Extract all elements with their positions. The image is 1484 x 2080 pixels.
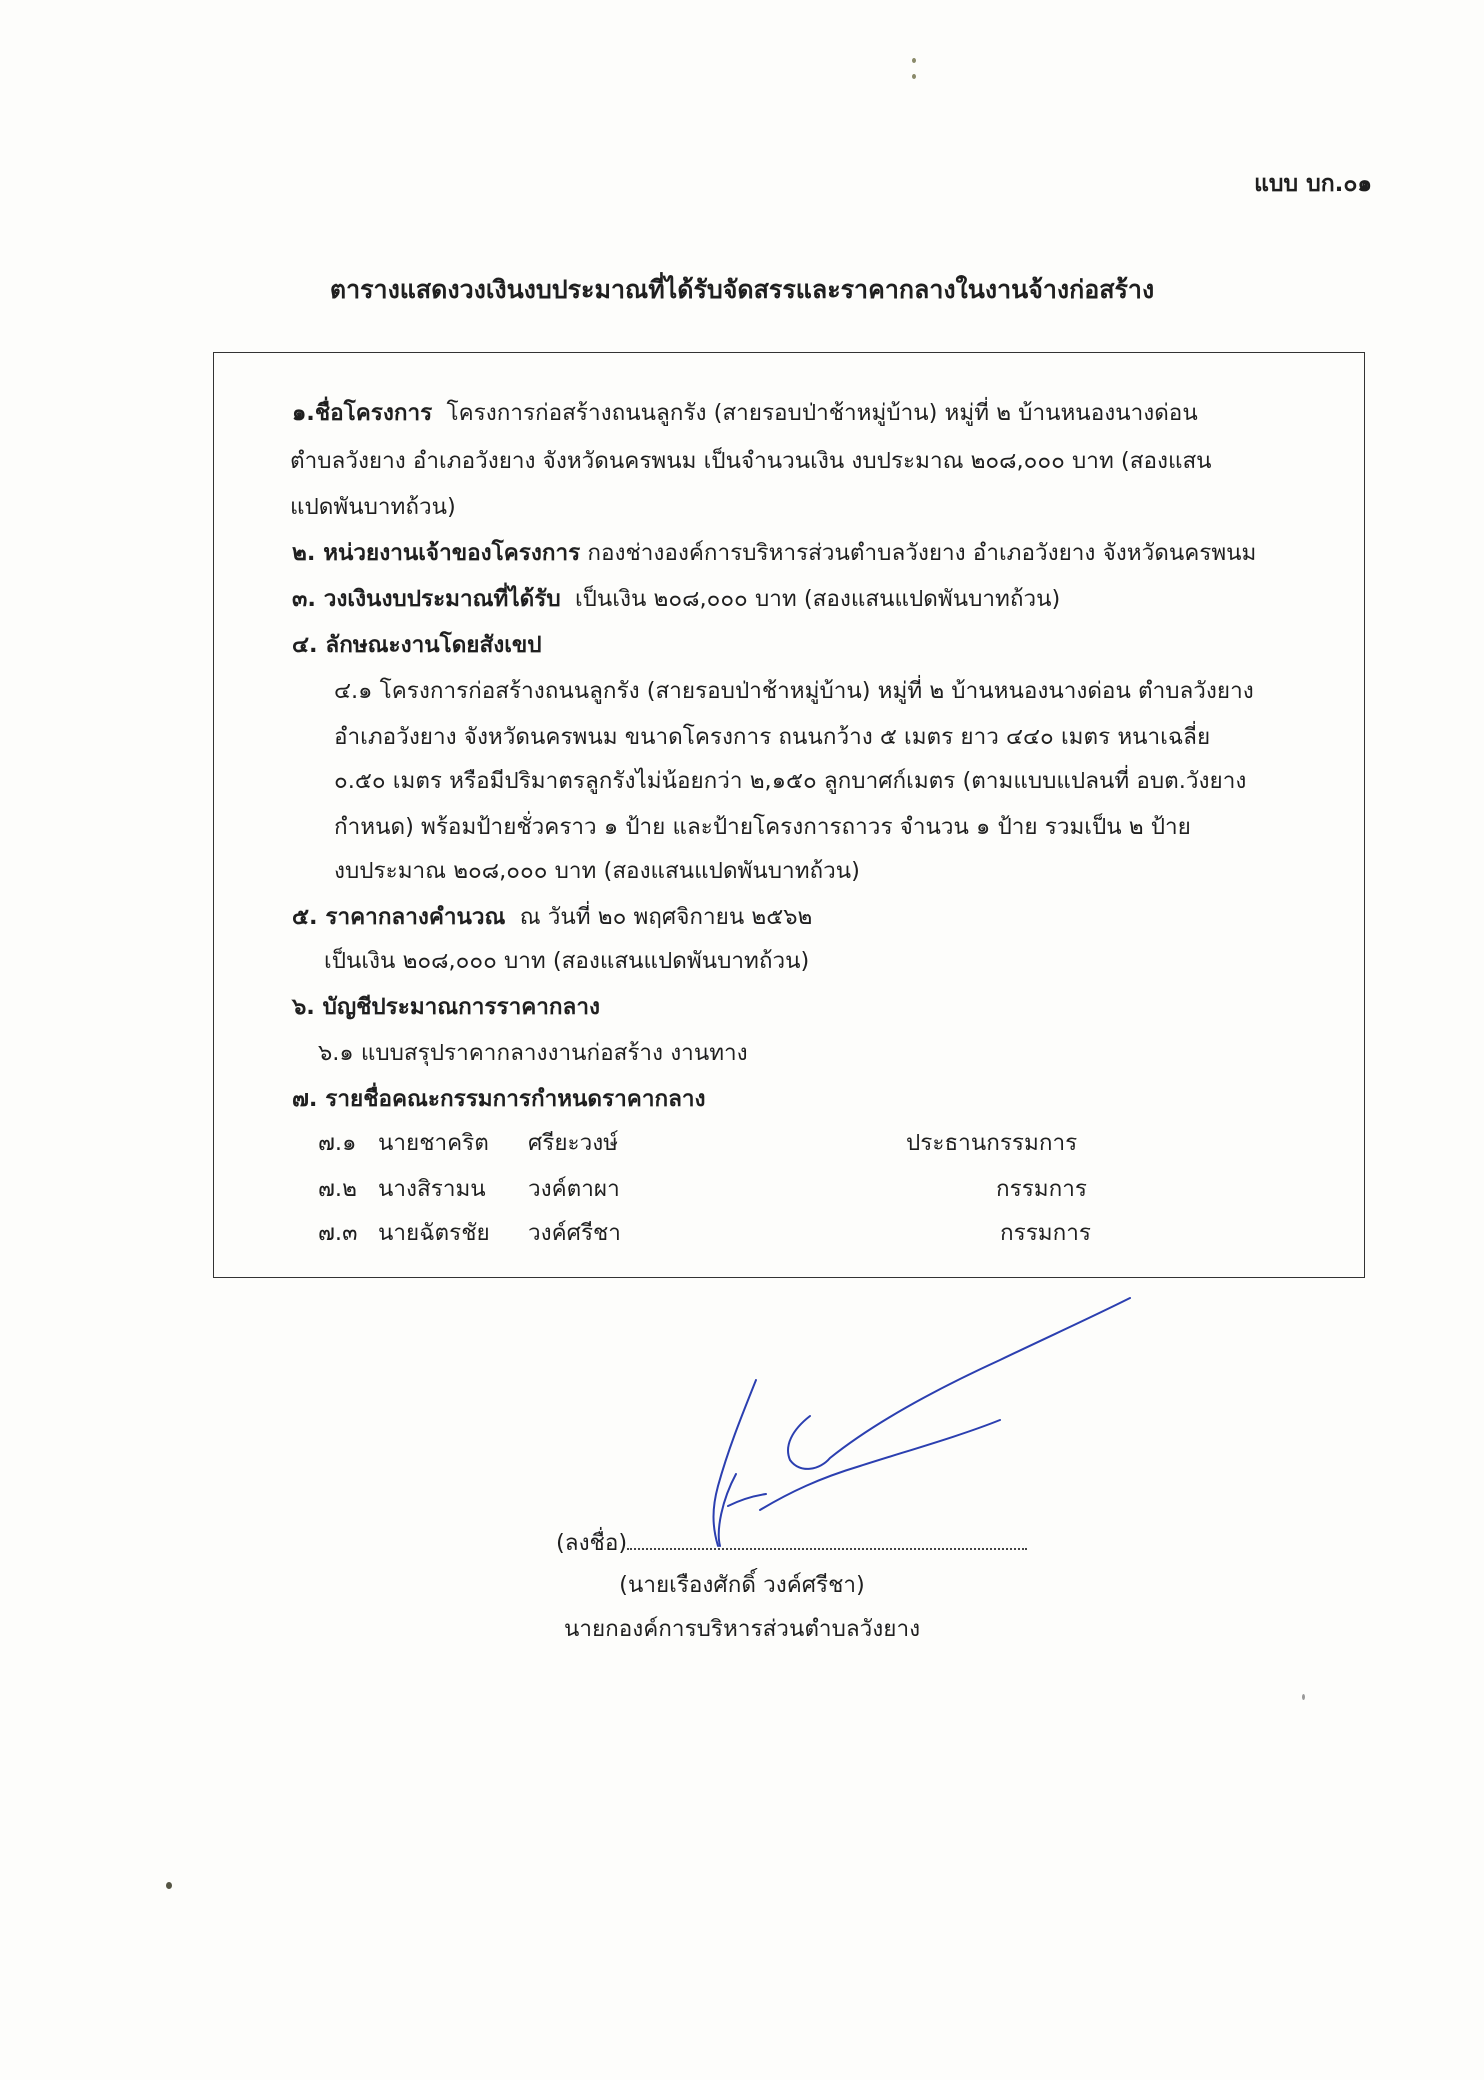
item-2-label: ๒. หน่วยงานเจ้าของโครงการ	[292, 540, 581, 566]
document-title: ตารางแสดงวงเงินงบประมาณที่ได้รับจัดสรรและราคากลางในงานจ้างก่อสร้าง	[329, 275, 1155, 304]
scan-speck	[1302, 1694, 1305, 1700]
item-3-label: ๓. วงเงินงบประมาณที่ได้รับ	[292, 586, 561, 612]
item-4-1-line-5: งบประมาณ ๒๐๘,๐๐๐ บาท (สองแสนแปดพันบาทถ้วน)	[334, 858, 860, 884]
committee-name: นายชาคริต	[378, 1130, 489, 1156]
item-1-line-3: แปดพันบาทถ้วน)	[290, 494, 456, 520]
item-4-1-line-4: กำหนด) พร้อมป้ายชั่วคราว ๑ ป้าย และป้ายโครงการถาวร จำนวน ๑ ป้าย รวมเป็น ๒ ป้าย	[334, 814, 1191, 840]
scan-speck	[912, 74, 916, 79]
committee-surname: วงค์ศรีชา	[528, 1220, 621, 1246]
committee-role: กรรมการ	[1000, 1220, 1091, 1246]
item-4-1-line-2: อำเภอวังยาง จังหวัดนครพนม ขนาดโครงการ ถนนกว้าง ๕ เมตร ยาว ๔๔๐ เมตร หนาเฉลี่ย	[334, 724, 1211, 750]
signature-line	[556, 1524, 1027, 1560]
item-4-1-line-1: ๔.๑ โครงการก่อสร้างถนนลูกรัง (สายรอบป่าช้าหมู่บ้าน) หมู่ที่ ๒ บ้านหนองนางด่อน ตำบลวังยาง	[334, 678, 1254, 704]
committee-num: ๗.๓	[318, 1220, 358, 1246]
item-7-label: ๗. รายชื่อคณะกรรมการกำหนดราคากลาง	[292, 1086, 706, 1112]
signer-position: นายกองค์การบริหารส่วนตำบลวังยาง	[563, 1616, 921, 1642]
item-1-text-1: โครงการก่อสร้างถนนลูกรัง (สายรอบป่าช้าหมู่บ้าน) หมู่ที่ ๒ บ้านหนองนางด่อน	[446, 400, 1198, 426]
item-1-label: ๑.ชื่อโครงการ	[292, 400, 433, 426]
item-5-text: ณ วันที่ ๒๐ พฤศจิกายน ๒๕๖๒	[519, 904, 813, 930]
item-6-1: ๖.๑ แบบสรุปราคากลางงานก่อสร้าง งานทาง	[318, 1040, 748, 1066]
sign-label: (ลงชื่อ)	[556, 1530, 628, 1556]
item-4-1-line-3: ๐.๕๐ เมตร หรือมีปริมาตรลูกรังไม่น้อยกว่า ๒,๑๕๐ ลูกบาศก์เมตร (ตามแบบแปลนที่ อบต.วังยาง	[334, 768, 1247, 794]
item-5-label: ๕. ราคากลางคำนวณ	[292, 904, 506, 930]
item-2-text: กองช่างองค์การบริหารส่วนตำบลวังยาง อำเภอวังยาง จังหวัดนครพนม	[587, 540, 1257, 566]
signer-name: (นายเรืองศักดิ์ วงค์ศรีชา)	[619, 1572, 865, 1598]
item-1-line-2: ตำบลวังยาง อำเภอวังยาง จังหวัดนครพนม เป็นจำนวนเงิน งบประมาณ ๒๐๘,๐๐๐ บาท (สองแสน	[290, 448, 1212, 474]
form-code: แบบ บก.๐๑	[1254, 171, 1372, 197]
committee-num: ๗.๒	[318, 1176, 357, 1202]
item-6-label: ๖. บัญชีประมาณการราคากลาง	[292, 994, 600, 1020]
committee-num: ๗.๑	[318, 1130, 357, 1156]
scan-speck	[912, 58, 916, 63]
committee-surname: วงค์ตาผา	[528, 1176, 620, 1202]
committee-surname: ศรียะวงษ์	[528, 1130, 619, 1156]
signature-dots	[627, 1526, 1027, 1550]
committee-role: ประธานกรรมการ	[906, 1130, 1078, 1156]
committee-name: นายฉัตรชัย	[378, 1220, 490, 1246]
scan-speck	[166, 1882, 172, 1889]
committee-role: กรรมการ	[996, 1176, 1087, 1202]
committee-name: นางสิรามน	[378, 1176, 486, 1202]
item-5-line-2: เป็นเงิน ๒๐๘,๐๐๐ บาท (สองแสนแปดพันบาทถ้วน)	[324, 948, 810, 974]
item-4-label: ๔. ลักษณะงานโดยสังเขป	[292, 632, 542, 658]
item-3-text: เป็นเงิน ๒๐๘,๐๐๐ บาท (สองแสนแปดพันบาทถ้วน)	[574, 586, 1061, 612]
